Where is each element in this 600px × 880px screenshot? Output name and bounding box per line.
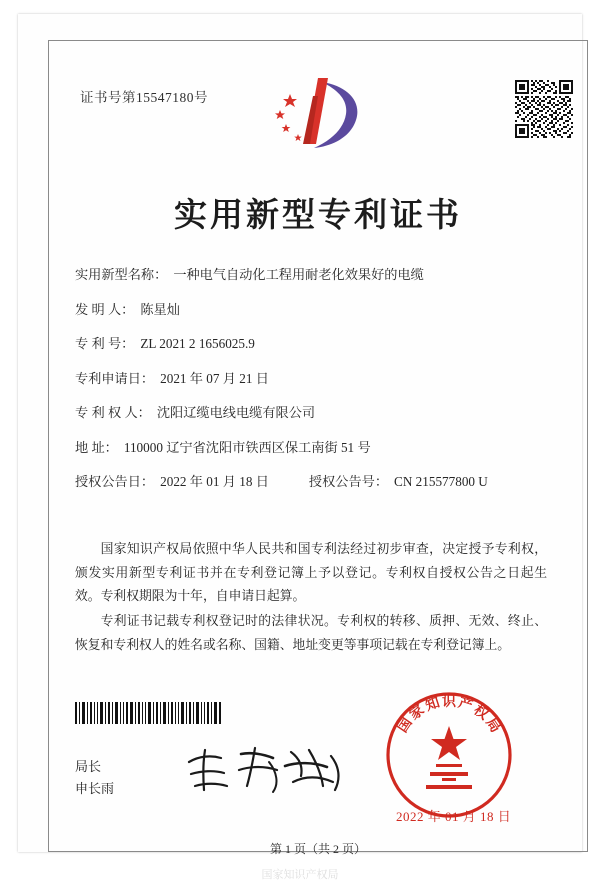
page-title: 实用新型专利证书	[174, 195, 462, 234]
field-value: 沈阳辽缆电线电缆有限公司	[156, 405, 316, 420]
field-value: 一种电气自动化工程用耐老化效果好的电缆	[173, 267, 424, 282]
field-label: 专利申请日：	[75, 370, 155, 386]
certificate-sheet	[18, 14, 582, 856]
seal-date: 2022 年 01 月 18 日	[396, 809, 512, 824]
field-row-grant-announcement	[75, 471, 545, 490]
director-label: 局长	[75, 759, 102, 774]
certificate-number: 证书号第15547180号	[80, 90, 208, 105]
director-name: 申长雨	[75, 781, 115, 797]
legal-paragraph-2: 专利证书记载专利权登记时的法律状况。专利权的转移、质押、无效、终止、恢复和专利权人的姓名或名称、国籍、地址变更等事项记载在专利登记簿上。	[75, 614, 547, 652]
svg-text:识: 识	[442, 694, 456, 710]
field-label: 实用新型名称：	[75, 267, 168, 282]
field-value: 陈星灿	[140, 301, 180, 317]
grant-date-value: 2022 年 01 月 18 日	[160, 474, 269, 489]
field-label: 地 址：	[75, 439, 118, 455]
signature-block	[75, 756, 114, 800]
footer-watermark: 国家知识产权局	[261, 869, 339, 880]
barcode	[75, 702, 223, 724]
legal-text-block	[75, 538, 547, 658]
field-row-application-date	[75, 368, 545, 387]
svg-text:局: 局	[482, 715, 504, 736]
field-row-patent-number	[75, 333, 545, 352]
field-value: ZL 2021 2 1656025.9	[140, 336, 255, 351]
grant-date-label: 授权公告日：	[75, 474, 155, 489]
field-list	[75, 264, 545, 506]
page-number: 第 1 页（共 2 页）	[269, 842, 366, 856]
field-value: 2021 年 07 月 21 日	[160, 370, 269, 386]
qr-code	[515, 80, 573, 138]
svg-text:产: 产	[456, 694, 475, 715]
field-row-inventor	[75, 299, 545, 318]
field-row-address	[75, 437, 545, 456]
svg-text:知: 知	[423, 694, 442, 715]
field-label: 专 利 权 人：	[75, 405, 151, 420]
field-row-patentee	[75, 402, 545, 421]
svg-text:国: 国	[394, 715, 416, 736]
field-row-utility-model-name	[75, 264, 545, 283]
grant-number-value: CN 215577800 U	[394, 474, 488, 489]
official-seal	[384, 690, 514, 820]
svg-text:权: 权	[470, 702, 492, 724]
field-value: 110000 辽宁省沈阳市铁西区保工南街 51 号	[123, 439, 371, 455]
legal-paragraph-1: 国家知识产权局依照中华人民共和国专利法经过初步审查，决定授予专利权，颁发实用新型专利证书并在专利登记簿上予以登记。专利权自授权公告之日起生效。专利权期限为十年，自申请日起算。	[75, 542, 547, 604]
field-label: 专 利 号：	[75, 336, 135, 351]
grant-number-label: 授权公告号：	[308, 474, 389, 489]
field-label: 发 明 人：	[75, 301, 135, 317]
handwritten-signature	[181, 742, 351, 798]
svg-text:家: 家	[406, 702, 428, 724]
cnipa-logo-icon	[270, 76, 366, 150]
